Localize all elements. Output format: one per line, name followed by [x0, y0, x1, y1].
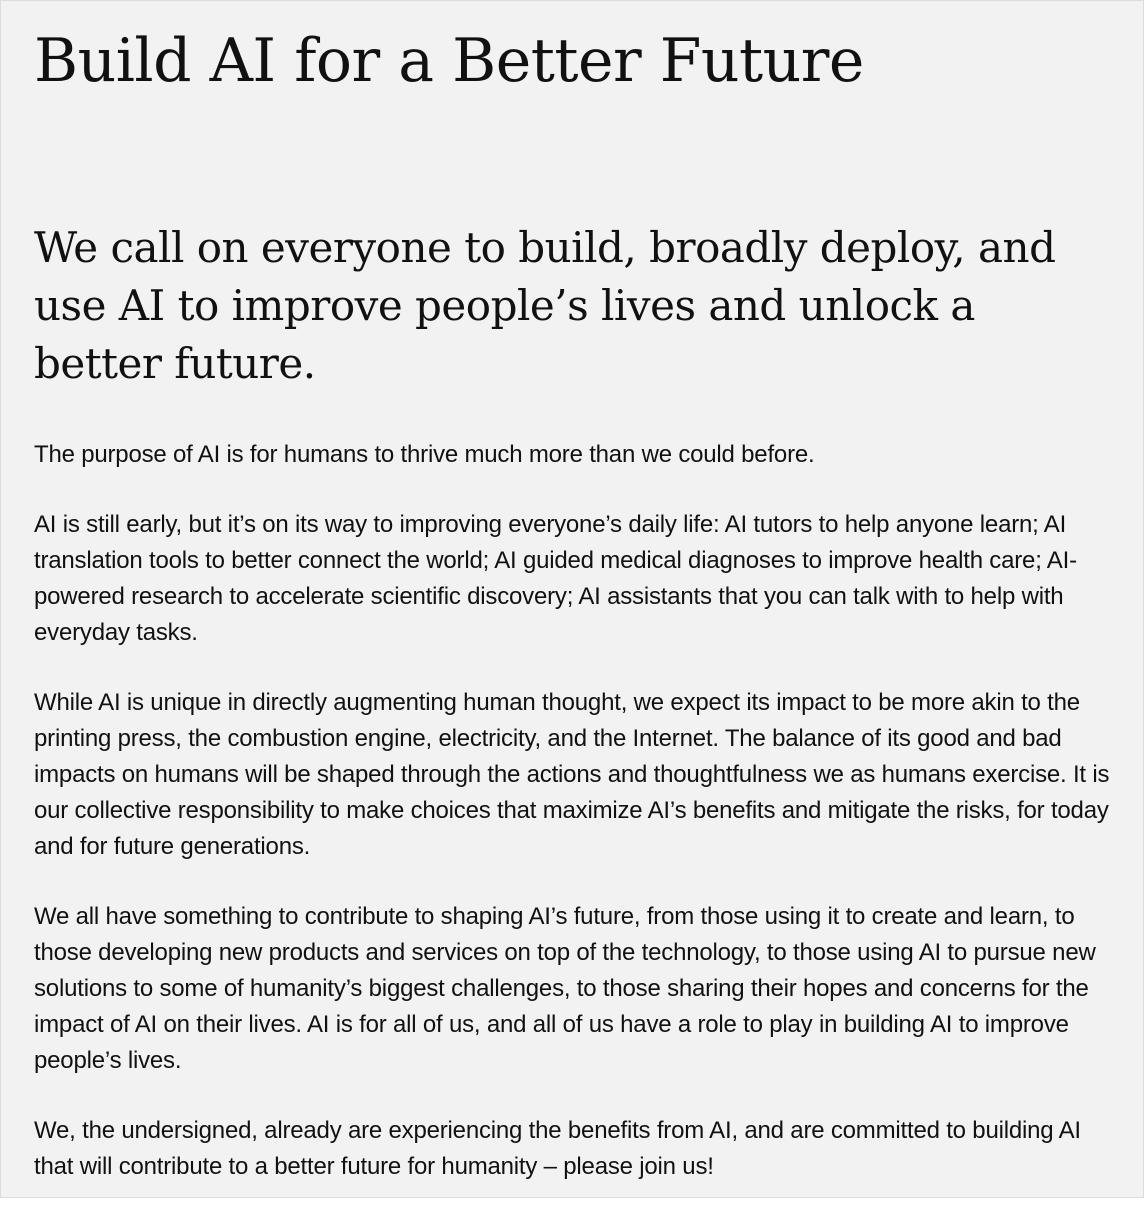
paragraph-early-ai: AI is still early, but it’s on its way to improving everyone’s daily life: AI tutors to help anyone learn; AI translation tools to better connect the world; AI guided medical diagnoses to improve health care; AI-powered research to accelerate scientific discovery; AI assistants that you can talk with to help with everyday tasks.	[34, 511, 1077, 646]
letter-content	[34, 21, 1124, 1219]
page-subtitle: We call on everyone to build, broadly deploy, and use AI to improve people’s lives and unlock a better future.	[34, 223, 1056, 388]
letter-body	[34, 437, 1124, 1185]
paragraph-impact: While AI is unique in directly augmenting human thought, we expect its impact to be more akin to the printing press, the combustion engine, electricity, and the Internet. The balance of its good and bad impacts on humans will be shaped through the actions and thoughtfulness we as humans exercise. It is our collective responsibility to make choices that maximize AI’s benefits and mitigate the risks, for today and for future generations.	[34, 689, 1110, 860]
paragraph-purpose: The purpose of AI is for humans to thrive much more than we could before.	[34, 441, 815, 468]
paragraph-contribute: We all have something to contribute to shaping AI’s future, from those using it to create and learn, to those developing new products and services on top of the technology, to those using AI to pursue new solutions to some of humanity’s biggest challenges, to those sharing their hopes and concerns for the impact of AI on their lives. AI is for all of us, and all of us have a role to play in building AI to improve people’s lives.	[34, 903, 1096, 1074]
page-title: Build AI for a Better Future	[34, 26, 864, 96]
paragraph-undersigned: We, the undersigned, already are experiencing the benefits from AI, and are committed to building AI that will contribute to a better future for humanity – please join us!	[34, 1117, 1081, 1180]
